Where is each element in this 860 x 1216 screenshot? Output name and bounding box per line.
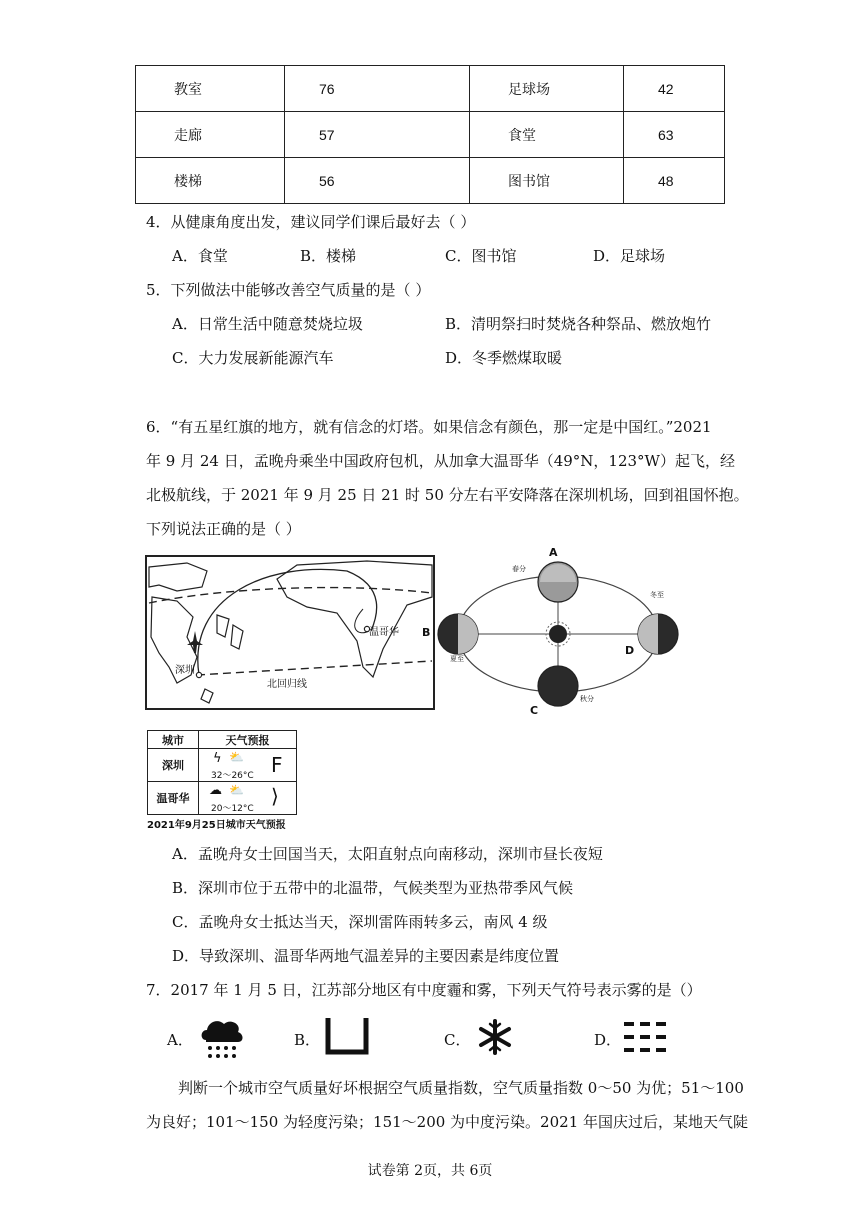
data-table xyxy=(135,65,725,204)
q4-option-a: A．食堂 xyxy=(172,247,228,265)
table-cell: 56 xyxy=(285,158,470,204)
orbit-label-b: B xyxy=(422,626,431,639)
table-row xyxy=(136,112,725,158)
q5-option-b: B．清明祭扫时焚烧各种祭品、燃放炮竹 xyxy=(445,315,712,333)
q6-option-c: C．孟晚舟女士抵达当天，深圳雷阵雨转多云，南风 4 级 xyxy=(172,913,548,931)
vancouver-label: 温哥华 xyxy=(369,627,399,638)
table-cell: 楼梯 xyxy=(136,158,285,204)
question-6-line-1: 6．“有五星红旗的地方，就有信念的灯塔。如果信念有颜色，那一定是中国红。”2021 xyxy=(146,418,712,436)
question-4-stem: 4．从健康角度出发，建议同学们课后最好去（ ） xyxy=(146,213,476,231)
cloudy-icon: ☁ xyxy=(209,783,222,798)
sandstorm-symbol-icon xyxy=(324,1016,370,1056)
q4-option-c: C．图书馆 xyxy=(445,247,517,265)
table-row xyxy=(148,749,297,782)
table-cell: 57 xyxy=(285,112,470,158)
q5-option-a: A．日常生活中随意焚烧垃圾 xyxy=(172,315,363,333)
q5-option-c: C．大力发展新能源汽车 xyxy=(172,349,334,367)
passage-line-2: 为良好；101～150 为轻度污染；151～200 为中度污染。2021 年国庆过后，某地天气陡 xyxy=(146,1113,749,1131)
table-row xyxy=(148,731,297,749)
q6-option-b: B．深圳市位于五带中的北温带，气候类型为亚热带季风气候 xyxy=(172,879,574,897)
q6-option-d: D．导致深圳、温哥华两地气温差异的主要因素是纬度位置 xyxy=(172,947,560,965)
wind-direction-icon: F xyxy=(271,753,283,777)
earth-orbit-diagram xyxy=(422,546,708,718)
forecast-cell xyxy=(199,749,297,782)
wind-direction-icon: ⟩ xyxy=(271,784,279,808)
table-cell: 图书馆 xyxy=(470,158,624,204)
orbit-label-a: A xyxy=(549,546,558,559)
table-row xyxy=(148,782,297,815)
table-row xyxy=(136,66,725,112)
q6-option-a: A．孟晚舟女士回国当天，太阳直射点向南移动，深圳市昼长夜短 xyxy=(172,845,603,863)
tropic-label: 北回归线 xyxy=(267,679,307,690)
table-cell: 食堂 xyxy=(470,112,624,158)
winter-solstice-label: 冬至 xyxy=(650,591,664,599)
polar-route-map xyxy=(145,555,435,710)
spring-equinox-label: 春分 xyxy=(512,565,526,573)
q4-option-d: D．足球场 xyxy=(593,247,666,265)
table-cell: 足球场 xyxy=(470,66,624,112)
table-cell: 76 xyxy=(285,66,470,112)
summer-solstice-label: 夏至 xyxy=(450,655,464,663)
city-cell: 深圳 xyxy=(148,749,199,782)
table-cell: 63 xyxy=(624,112,725,158)
autumn-equinox-label: 秋分 xyxy=(580,695,594,703)
page-footer: 试卷第 2页，共 6页 xyxy=(367,1163,493,1179)
weather-forecast-table xyxy=(147,730,297,815)
partly-cloudy-icon: ⛅ xyxy=(229,783,244,797)
table-header: 天气预报 xyxy=(199,731,297,749)
temperature-range: 32～26°C xyxy=(211,771,254,781)
q7-option-b: B． xyxy=(294,1031,321,1049)
table-header: 城市 xyxy=(148,731,199,749)
orbit-graphic xyxy=(428,548,708,718)
question-6-line-2: 年 9 月 24 日，孟晚舟乘坐中国政府包机，从加拿大温哥华（49°N，123°W）起飞，经 xyxy=(146,452,735,470)
q7-option-c: C． xyxy=(444,1031,471,1049)
table-cell: 42 xyxy=(624,66,725,112)
orbit-label-c: C xyxy=(530,704,539,717)
table-cell: 走廊 xyxy=(136,112,285,158)
shenzhen-label: 深圳 xyxy=(175,665,195,676)
table-row xyxy=(136,158,725,204)
q7-option-a: A． xyxy=(167,1031,193,1049)
thunder-icon: ϟ xyxy=(213,751,222,766)
city-cell: 温哥华 xyxy=(148,782,199,815)
snowflake-icon xyxy=(476,1018,514,1056)
question-5-stem: 5．下列做法中能够改善空气质量的是（ ） xyxy=(146,281,431,299)
orbit-label-d: D xyxy=(625,644,635,657)
q4-option-b: B．楼梯 xyxy=(300,247,357,265)
partly-cloudy-icon: ⛅ xyxy=(229,750,244,764)
q5-option-d: D．冬季燃煤取暖 xyxy=(445,349,563,367)
table-cell: 48 xyxy=(624,158,725,204)
fog-symbol-icon xyxy=(622,1018,670,1056)
table-cell: 教室 xyxy=(136,66,285,112)
temperature-range: 20～12°C xyxy=(211,804,254,814)
forecast-cell xyxy=(199,782,297,815)
rain-snow-cloud-icon xyxy=(198,1014,246,1062)
question-6-line-3: 北极航线，于 2021 年 9 月 25 日 21 时 50 分左右平安降落在深圳机场，回到祖国怀抱。 xyxy=(146,486,749,504)
weather-table-caption: 2021年9月25日城市天气预报 xyxy=(147,820,286,831)
q7-option-d: D． xyxy=(594,1031,622,1049)
question-7-stem: 7．2017 年 1 月 5 日，江苏部分地区有中度霾和雾，下列天气符号表示雾的是（） xyxy=(146,981,702,999)
passage-line-1: 判断一个城市空气质量好坏根据空气质量指数，空气质量指数 0～50 为优；51～100 xyxy=(178,1079,744,1097)
question-6-line-4: 下列说法正确的是（ ） xyxy=(146,520,301,538)
